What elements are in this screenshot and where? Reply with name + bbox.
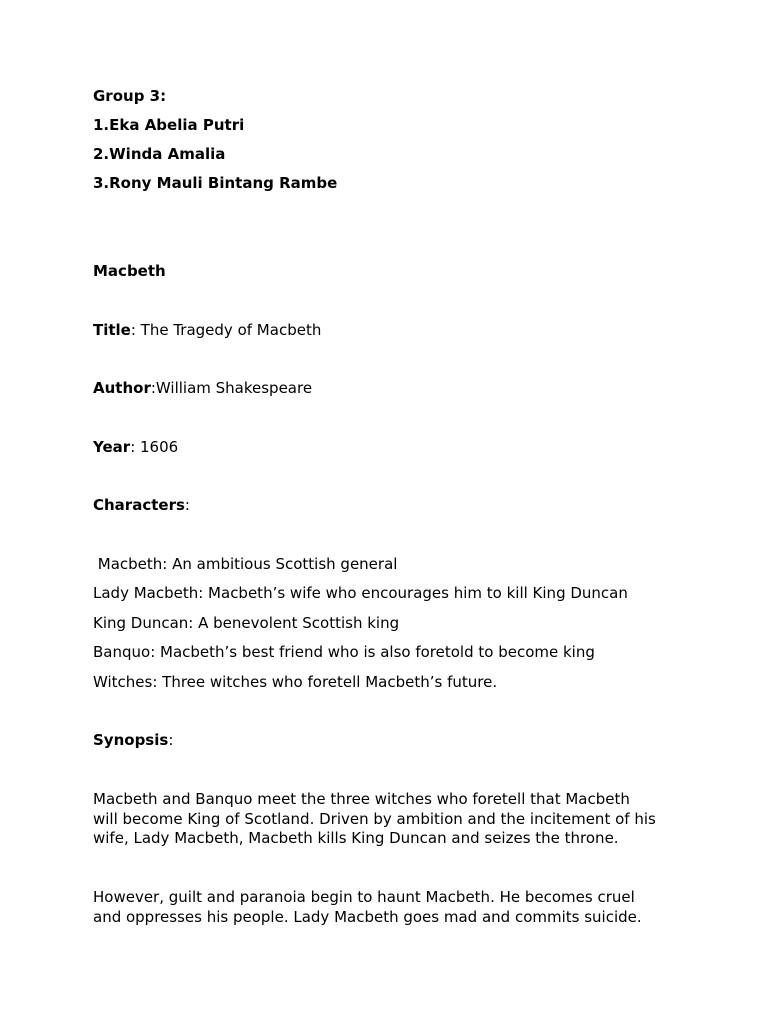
year-value: : 1606: [130, 438, 179, 456]
group-heading: Group 3:: [93, 87, 167, 105]
paragraph-line: Macbeth and Banquo meet the three witches who foretell that Macbeth: [93, 790, 630, 808]
document-heading: Macbeth: [93, 262, 166, 280]
character-item: King Duncan: A benevolent Scottish king: [93, 614, 400, 632]
character-item: Macbeth: An ambitious Scottish general: [93, 555, 398, 573]
author-value: :William Shakespeare: [150, 379, 313, 397]
character-item: Witches: Three witches who foretell Macbeth’s future.: [93, 673, 498, 691]
title-value: : The Tragedy of Macbeth: [130, 321, 322, 339]
author-label: Author: [93, 379, 151, 397]
paragraph-line: will become King of Scotland. Driven by ambition and the incitement of his: [93, 809, 656, 828]
characters-heading: [93, 496, 190, 515]
synopsis-colon: :: [168, 731, 174, 749]
paragraph-line: and oppresses his people. Lady Macbeth goes mad and commits suicide.: [93, 907, 642, 926]
characters-colon: :: [184, 496, 190, 514]
paragraph-line: wife, Lady Macbeth, Macbeth kills King Duncan and seizes the throne.: [93, 829, 619, 847]
group-member-1: 1.Eka Abelia Putri: [93, 116, 245, 134]
year-field: [93, 438, 178, 457]
year-label: Year: [93, 438, 131, 456]
synopsis-heading: [93, 731, 173, 750]
characters-label: Characters: [93, 496, 185, 514]
character-item: Lady Macbeth: Macbeth’s wife who encourages him to kill King Duncan: [93, 584, 628, 602]
synopsis-paragraph-2: [93, 888, 683, 927]
author-field: [93, 379, 312, 398]
group-member-3: 3.Rony Mauli Bintang Rambe: [93, 174, 338, 192]
paragraph-line: However, guilt and paranoia begin to haunt Macbeth. He becomes cruel: [93, 888, 635, 906]
synopsis-paragraph-1: [93, 790, 683, 849]
title-label: Title: [93, 321, 131, 339]
group-member-2: 2.Winda Amalia: [93, 145, 226, 163]
synopsis-label: Synopsis: [93, 731, 169, 749]
character-item: Banquo: Macbeth’s best friend who is also foretold to become king: [93, 643, 595, 661]
title-field: [93, 321, 321, 340]
